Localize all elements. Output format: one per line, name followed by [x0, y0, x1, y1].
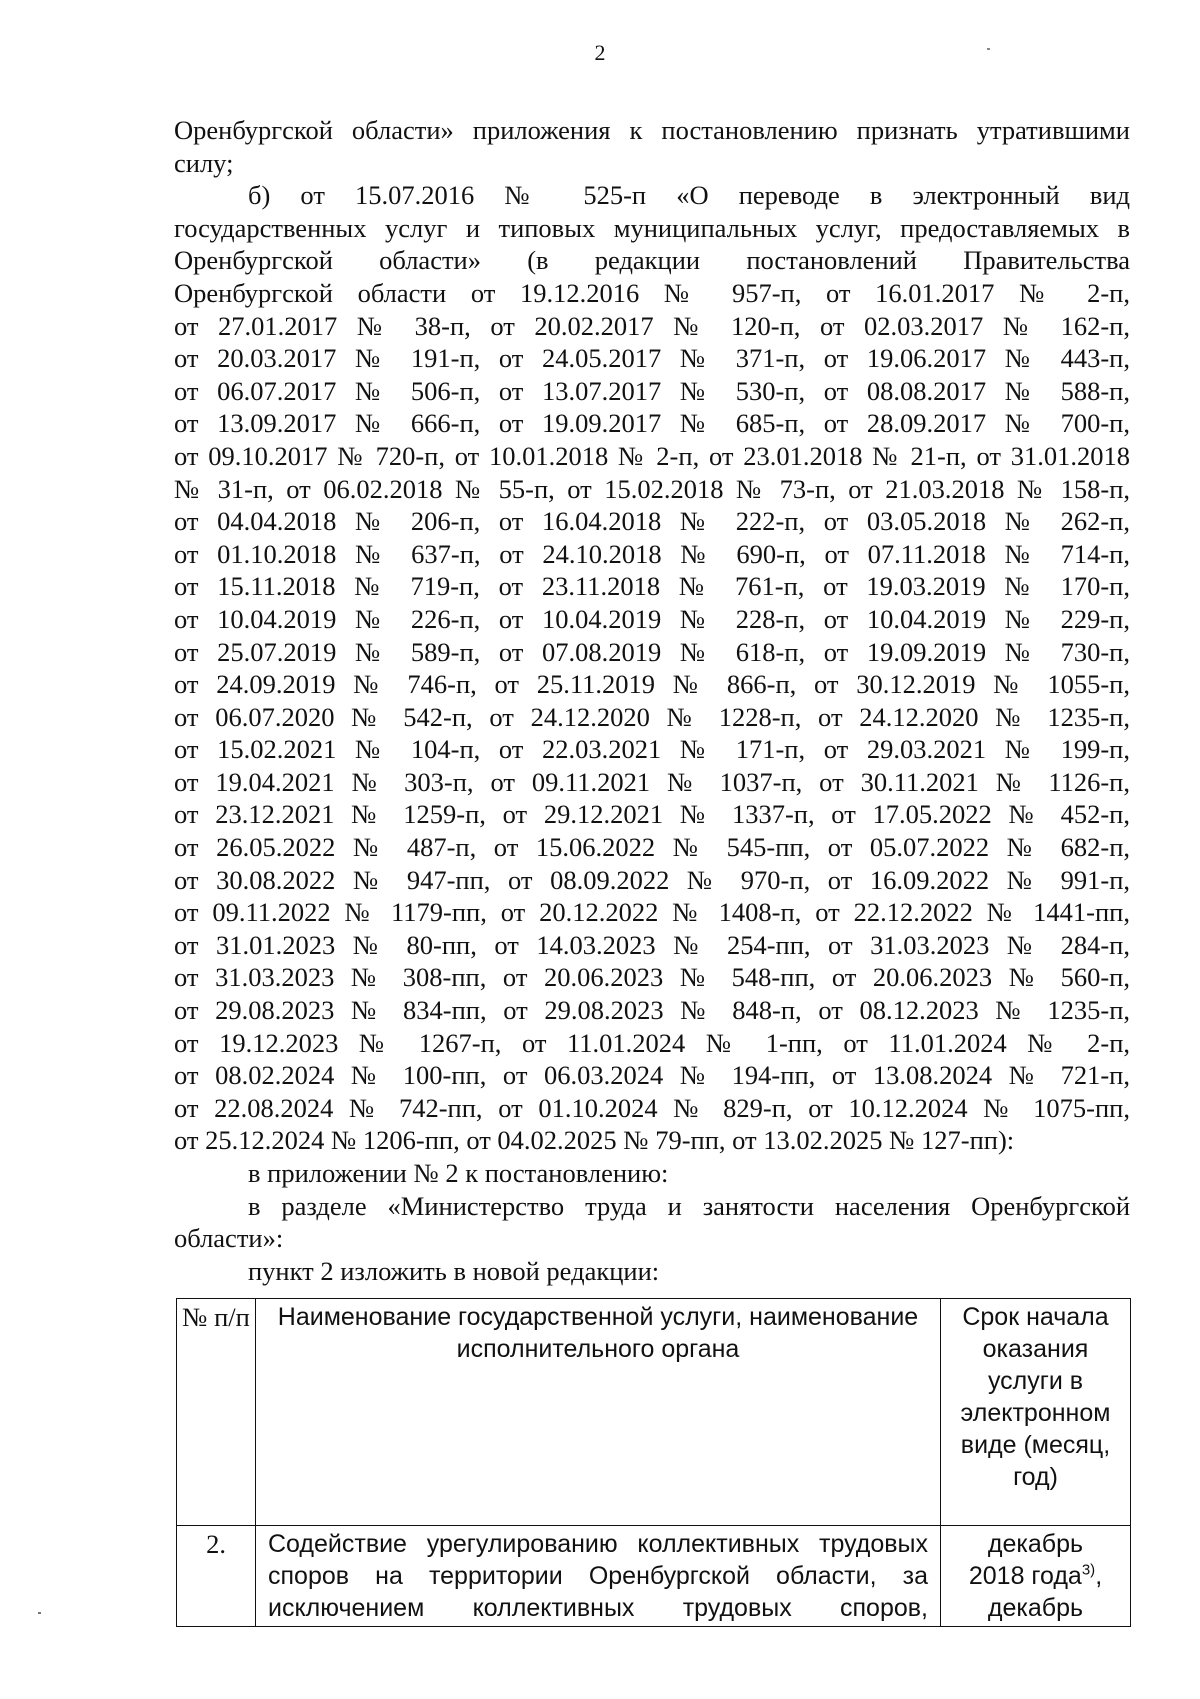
- text-line: от 22.08.2024 № 742-пп, от 01.10.2024 № 829-п, от 10.12.2024 № 1075-пп,: [174, 1092, 1130, 1123]
- footnote-mark: 3): [1081, 1561, 1096, 1579]
- text-line: от 23.12.2021 № 1259-п, от 29.12.2021 № 1337-п, от 17.05.2022 № 452-п,: [174, 799, 1130, 830]
- text-line: от 19.04.2021 № 303-п, от 09.11.2021 № 1037-п, от 30.11.2021 № 1126-п,: [174, 766, 1130, 797]
- text-line: от 08.02.2024 № 100-пп, от 06.03.2024 № 194-пп, от 13.08.2024 № 721-п,: [174, 1060, 1130, 1091]
- row-number: 2.: [177, 1526, 256, 1627]
- cell-line: Содействие урегулированию коллективных трудовых: [268, 1530, 928, 1558]
- text-line: от 15.11.2018 № 719-п, от 23.11.2018 № 761-п, от 19.03.2019 № 170-п,: [174, 571, 1130, 602]
- text-line: от 06.07.2020 № 542-п, от 24.12.2020 № 1228-п, от 24.12.2020 № 1235-п,: [174, 701, 1130, 732]
- table-row: [177, 1526, 1131, 1627]
- text-line: от 01.10.2018 № 637-п, от 24.10.2018 № 690-п, от 07.11.2018 № 714-п,: [174, 538, 1130, 569]
- paragraph-section: [174, 1190, 1130, 1255]
- cell-line: споров на территории Оренбургской области, за: [268, 1562, 928, 1590]
- text-line: от 06.07.2017 № 506-п, от 13.07.2017 № 530-п, от 08.08.2017 № 588-п,: [174, 375, 1130, 406]
- text-line: от 09.10.2017 № 720-п, от 10.01.2018 № 2-п, от 23.01.2018 № 21-п, от 31.01.2018: [174, 440, 1130, 471]
- paragraph-item: пункт 2 изложить в новой редакции:: [248, 1255, 660, 1286]
- text-line: от 27.01.2017 № 38-п, от 20.02.2017 № 120-п, от 02.03.2017 № 162-п,: [174, 310, 1130, 341]
- text-line: от 09.11.2022 № 1179-пп, от 20.12.2022 № 1408-п, от 22.12.2022 № 1441-пп,: [174, 897, 1130, 928]
- text-line: Оренбургской области» приложения к постановлению признать утратившими: [174, 115, 1130, 145]
- services-table: [176, 1298, 1131, 1627]
- text-line: от 19.12.2023 № 1267-п, от 11.01.2024 № 1-пп, от 11.01.2024 № 2-п,: [174, 1027, 1130, 1058]
- text-line: Оренбургской области от 19.12.2016 № 957-п, от 16.01.2017 № 2-п,: [174, 277, 1130, 308]
- scan-speck: [38, 1612, 41, 1614]
- scan-speck: [987, 48, 990, 50]
- text-line: от 30.08.2022 № 947-пп, от 08.09.2022 № 970-п, от 16.09.2022 № 991-п,: [174, 864, 1130, 895]
- text-line: Оренбургской области» (в редакции постановлений Правительства: [174, 245, 1130, 276]
- page-number: 2: [594, 40, 606, 65]
- text-line: области»:: [174, 1223, 284, 1254]
- text-line: от 31.03.2023 № 308-пп, от 20.06.2023 № 548-пп, от 20.06.2023 № 560-п,: [174, 962, 1130, 993]
- text-line: от 04.04.2018 № 206-п, от 16.04.2018 № 222-п, от 03.05.2018 № 262-п,: [174, 506, 1130, 537]
- text-line: силу;: [174, 147, 234, 178]
- text-line: от 25.07.2019 № 589-п, от 07.08.2019 № 618-п, от 19.09.2019 № 730-п,: [174, 636, 1130, 667]
- term-line: декабрь: [987, 1530, 1084, 1558]
- text-line: от 31.01.2023 № 80-пп, от 14.03.2023 № 254-пп, от 31.03.2023 № 284-п,: [174, 929, 1130, 960]
- term-line: [947, 1560, 1124, 1592]
- text-line: от 15.02.2021 № 104-п, от 22.03.2021 № 171-п, от 29.03.2021 № 199-п,: [174, 734, 1130, 765]
- term-year: 2018 года: [968, 1562, 1082, 1590]
- term-line: декабрь: [987, 1594, 1084, 1622]
- header-start-term: Срок начала оказания услуги в электронном виде (месяц, год): [941, 1299, 1131, 1526]
- header-service-name: Наименование государственной услуги, наименование исполнительного органа: [256, 1299, 941, 1526]
- text-line: б) от 15.07.2016 № 525-п «О переводе в электронный вид: [248, 180, 1130, 211]
- cell-line: исключением коллективных трудовых споров,: [268, 1594, 928, 1622]
- document-body: [174, 114, 1130, 1287]
- text-line: государственных услуг и типовых муниципальных услуг, предоставляемых в: [174, 212, 1130, 243]
- row-start-term: [941, 1526, 1131, 1627]
- paragraph-annex: в приложении № 2 к постановлению:: [248, 1158, 669, 1188]
- header-number: № п/п: [177, 1299, 256, 1526]
- table-header-row: [177, 1299, 1131, 1526]
- text-line: № 31-п, от 06.02.2018 № 55-п, от 15.02.2018 № 73-п, от 21.03.2018 № 158-п,: [174, 473, 1130, 504]
- text-line: от 25.12.2024 № 1206-пп, от 04.02.2025 № 79-пп, от 13.02.2025 № 127-пп):: [174, 1125, 1015, 1156]
- text-line: от 29.08.2023 № 834-пп, от 29.08.2023 № 848-п, от 08.12.2023 № 1235-п,: [174, 995, 1130, 1026]
- paragraph-a-end: [174, 114, 1130, 179]
- text-line: от 24.09.2019 № 746-п, от 25.11.2019 № 866-п, от 30.12.2019 № 1055-п,: [174, 669, 1130, 700]
- text-line: от 13.09.2017 № 666-п, от 19.09.2017 № 685-п, от 28.09.2017 № 700-п,: [174, 408, 1130, 439]
- row-service-name: [256, 1526, 941, 1627]
- text-line: от 20.03.2017 № 191-п, от 24.05.2017 № 371-п, от 19.06.2017 № 443-п,: [174, 343, 1130, 374]
- term-comma: ,: [1095, 1562, 1103, 1590]
- text-line: от 26.05.2022 № 487-п, от 15.06.2022 № 545-пп, от 05.07.2022 № 682-п,: [174, 832, 1130, 863]
- text-line: в разделе «Министерство труда и занятости населения Оренбургской: [248, 1190, 1130, 1221]
- paragraph-b: [174, 179, 1130, 1157]
- text-line: от 10.04.2019 № 226-п, от 10.04.2019 № 228-п, от 10.04.2019 № 229-п,: [174, 603, 1130, 634]
